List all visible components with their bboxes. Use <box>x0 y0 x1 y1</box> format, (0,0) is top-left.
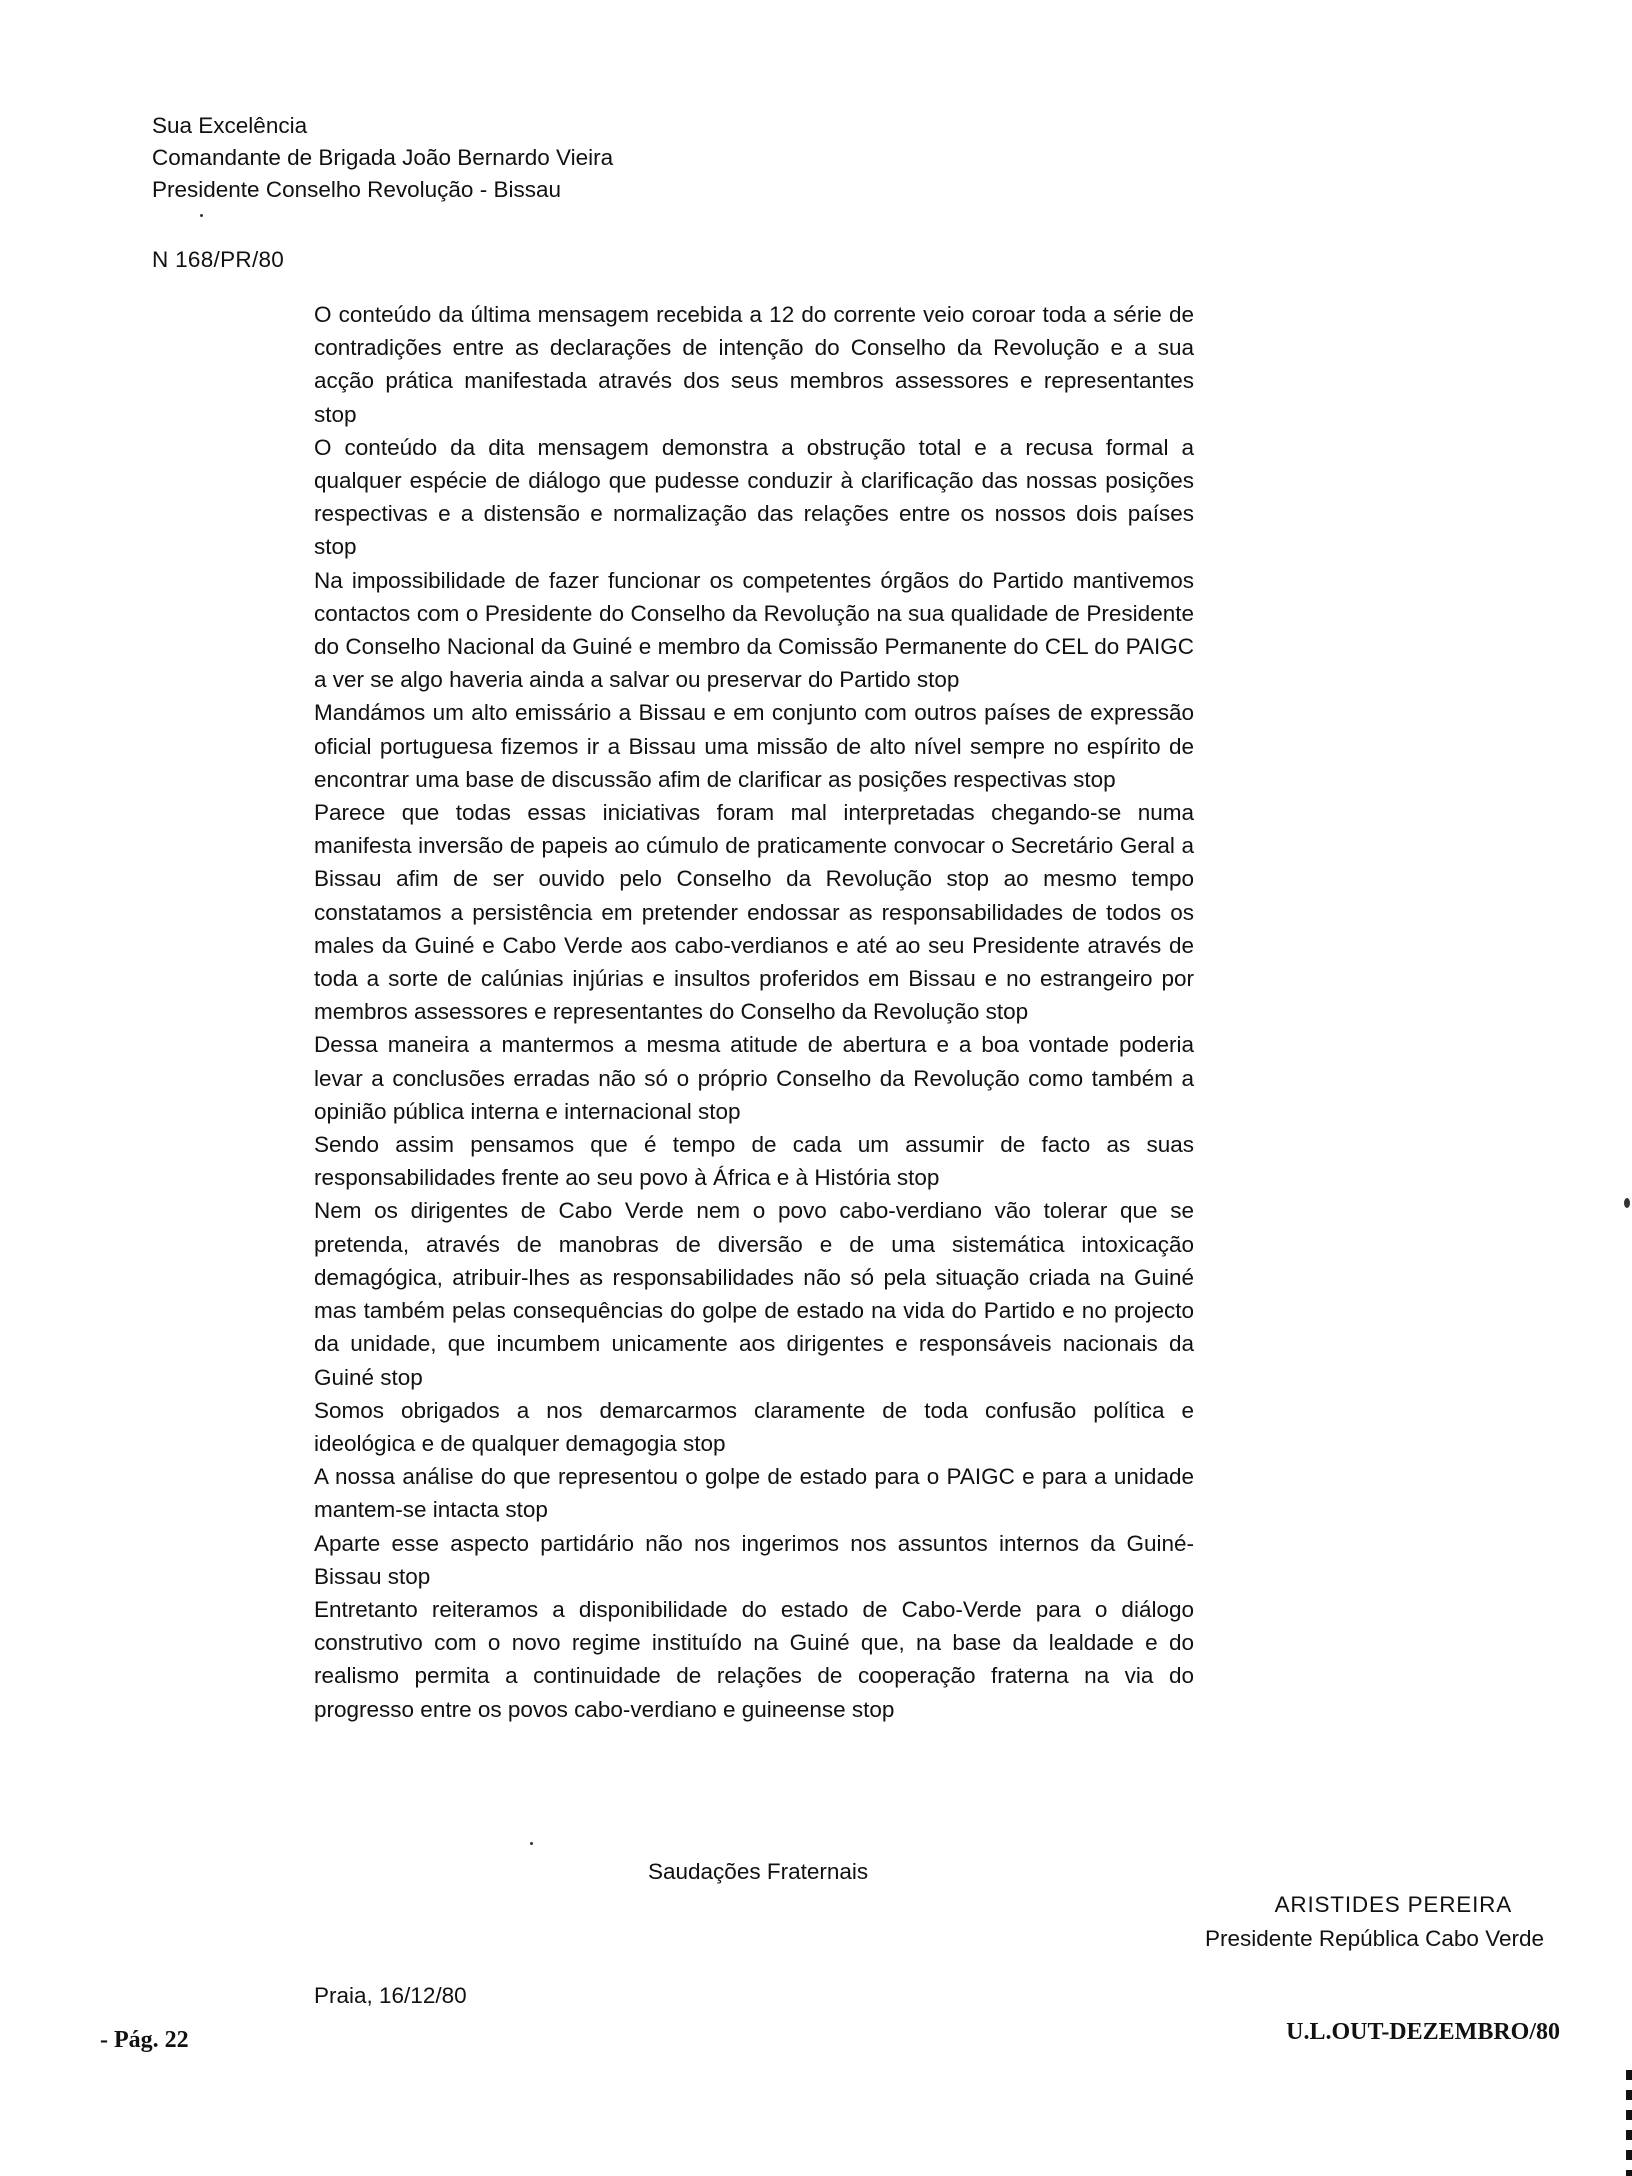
page-number: - Pág. 22 <box>100 2027 189 2053</box>
body-paragraph: Somos obrigados a nos demarcarmos claramente de toda confusão política e ideológica e de qualquer demagogia stop <box>314 1397 1194 1456</box>
body-paragraph: Dessa maneira a mantermos a mesma atitude de abertura e a boa vontade poderia levar a conclusões erradas não só o próprio Conselho da Revolução como também a opinião pública interna e internacional stop <box>314 1032 1194 1124</box>
addressee-line: Sua Excelência <box>152 113 308 138</box>
body-paragraph: Sendo assim pensamos que é tempo de cada um assumir de facto as suas responsabilidades frente ao seu povo à África e à História stop <box>314 1132 1194 1191</box>
scan-speck <box>530 1842 533 1845</box>
message-body <box>314 298 1194 1726</box>
closing-salutation: Saudações Fraternais <box>648 1859 869 1884</box>
scan-speck <box>1624 1198 1630 1208</box>
body-paragraph: Parece que todas essas iniciativas foram mal interpretadas chegando-se numa manifesta inversão de papeis ao cúmulo de praticamente convocar o Secretário Geral a Bissau afim de ser ouvido pelo Conselho da Revolução stop ao mesmo tempo constatamos a persistência em pretender endossar as responsabilidades de todos os males da Guiné e Cabo Verde aos cabo-verdianos e até ao seu Presidente através de toda a sorte de calúnias injúrias e insultos proferidos em Bissau e no estrangeiro por membros assessores e representantes do Conselho da Revolução stop <box>314 800 1194 1025</box>
signature-block <box>1084 1888 1544 1956</box>
signatory-title: Presidente República Cabo Verde <box>1205 1926 1544 1951</box>
body-paragraph: Entretanto reiteramos a disponibilidade do estado de Cabo-Verde para o diálogo construtivo com o novo regime instituído na Guiné que, na base da lealdade e do realismo permita a continuidade de relações de cooperação fraterna na via do progresso entre os povos cabo-verdiano e guineense stop <box>314 1596 1194 1722</box>
body-paragraph: Na impossibilidade de fazer funcionar os competentes órgãos do Partido mantivemos contactos com o Presidente do Conselho da Revolução na sua qualidade de Presidente do Conselho Nacional da Guiné e membro da Comissão Permanente do CEL do PAIGC a ver se algo haveria ainda a salvar ou preservar do Partido stop <box>314 567 1194 693</box>
message-reference: N 168/PR/80 <box>152 247 285 272</box>
body-paragraph: Nem os dirigentes de Cabo Verde nem o povo cabo-verdiano vão tolerar que se pretenda, através de manobras de diversão e de uma sistemática intoxicação demagógica, atribuir-lhes as responsabilidades não só pela situação criada na Guiné mas também pelas consequências do golpe de estado na vida do Partido e no projecto da unidade, que incumbem unicamente aos dirigentes e responsáveis nacionais da Guiné stop <box>314 1198 1194 1390</box>
publication-issue: U.L.OUT-DEZEMBRO/80 <box>1286 2019 1560 2045</box>
body-paragraph: Mandámos um alto emissário a Bissau e em conjunto com outros países de expressão oficial portuguesa fizemos ir a Bissau uma missão de alto nível sempre no espírito de encontrar uma base de discussão afim de clarificar as posições respectivas stop <box>314 700 1194 792</box>
body-paragraph: Aparte esse aspecto partidário não nos ingerimos nos assuntos internos da Guiné-Bissau stop <box>314 1530 1194 1589</box>
body-paragraph: O conteúdo da última mensagem recebida a 12 do corrente veio coroar toda a série de contradições entre as declarações de intenção do Conselho da Revolução e a sua acção prática manifestada através dos seus membros assessores e representantes stop <box>314 302 1194 427</box>
scan-edge-marks <box>1626 2070 1632 2176</box>
place-and-date: Praia, 16/12/80 <box>314 1983 467 2008</box>
body-paragraph: A nossa análise do que representou o golpe de estado para o PAIGC e para a unidade mantem-se intacta stop <box>314 1464 1194 1523</box>
addressee-line: Comandante de Brigada João Bernardo Vieira <box>152 145 614 170</box>
body-paragraph: O conteúdo da dita mensagem demonstra a obstrução total e a recusa formal a qualquer espécie de diálogo que pudesse conduzir à clarificação das nossas posições respectivas e a distensão e normalização das relações entre os nossos dois países stop <box>314 434 1194 560</box>
scan-speck <box>200 214 203 217</box>
addressee-block <box>152 110 613 206</box>
signatory-name: ARISTIDES PEREIRA <box>1274 1892 1512 1917</box>
addressee-line: Presidente Conselho Revolução - Bissau <box>152 177 561 202</box>
